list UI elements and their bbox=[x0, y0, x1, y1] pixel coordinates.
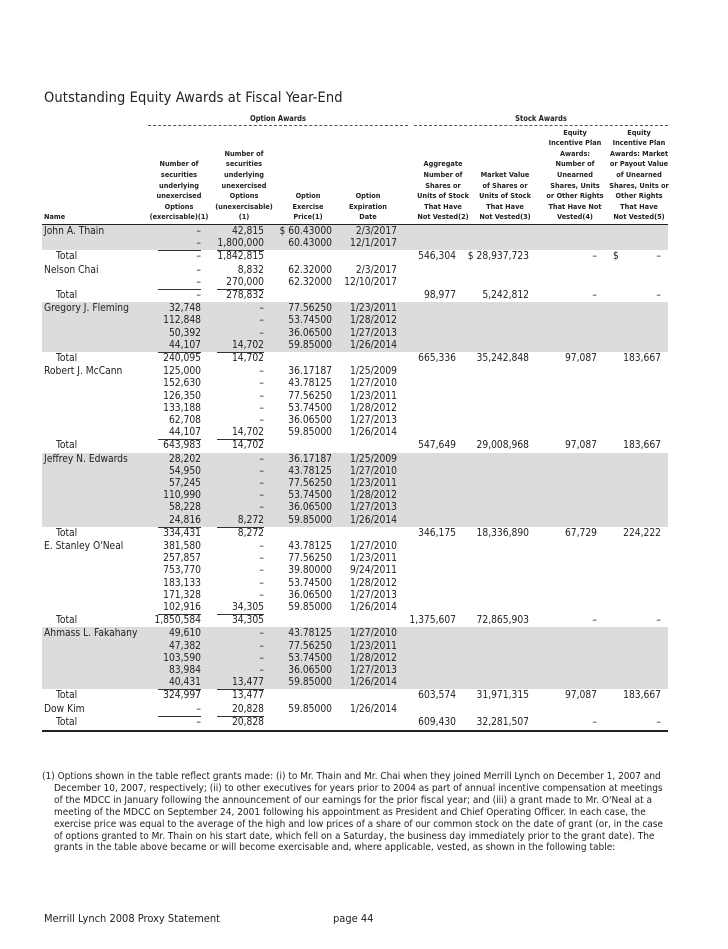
aggregate-unvested-shares: 609,430 bbox=[418, 716, 456, 728]
total-label: Total bbox=[56, 716, 78, 728]
exercise-price: 36.06500 bbox=[288, 327, 332, 339]
unexercisable-options: – bbox=[259, 628, 264, 640]
column-header-line: Incentive Plan bbox=[548, 138, 602, 148]
exercise-price: 36.06500 bbox=[288, 589, 332, 601]
expiration-date: 9/24/2011 bbox=[350, 565, 397, 577]
column-header-line: Shares, Units bbox=[550, 180, 600, 190]
exercise-price: 62.32000 bbox=[288, 276, 332, 288]
total-unexercisable: 20,828 bbox=[231, 716, 264, 728]
equity-incentive-unearned-shares: – bbox=[592, 251, 597, 263]
expiration-date: 1/27/2013 bbox=[350, 502, 397, 514]
equity-incentive-payout-value: 183,667 bbox=[623, 353, 661, 364]
exercisable-options: 126,350 bbox=[163, 390, 201, 402]
unexercisable-options: 13,477 bbox=[231, 677, 264, 689]
column-header-line: Exercise bbox=[292, 201, 324, 211]
column-header-line: Awards: bbox=[559, 148, 591, 158]
unexercisable-options: – bbox=[259, 303, 264, 315]
exercisable-options: 183,133 bbox=[163, 577, 201, 589]
expiration-date: 1/26/2014 bbox=[350, 514, 397, 526]
table-bottom-rule bbox=[42, 730, 668, 732]
exercise-price: 36.06500 bbox=[288, 665, 332, 676]
exercise-price: 36.06500 bbox=[288, 415, 332, 426]
equity-incentive-unearned-shares: 97,087 bbox=[564, 440, 597, 452]
exercisable-options: 57,245 bbox=[168, 478, 201, 489]
expiration-date: 1/28/2012 bbox=[350, 402, 397, 414]
unexercisable-options: – bbox=[259, 589, 264, 601]
market-value-unvested: 35,242,848 bbox=[476, 353, 529, 364]
unexercisable-options: – bbox=[259, 327, 264, 339]
column-header bbox=[44, 126, 144, 223]
expiration-date: 12/1/2017 bbox=[350, 238, 397, 250]
exercise-price: 60.43000 bbox=[288, 238, 332, 250]
column-header-line: underlying bbox=[159, 180, 199, 190]
column-header-line: Not Vested(3) bbox=[479, 212, 531, 222]
expiration-date: 1/27/2010 bbox=[350, 628, 397, 640]
exercisable-options: 44,107 bbox=[168, 339, 201, 351]
total-label: Total bbox=[56, 353, 78, 364]
exercise-price: 53.74500 bbox=[288, 315, 332, 327]
total-label: Total bbox=[56, 615, 78, 627]
expiration-date: 1/26/2014 bbox=[350, 339, 397, 351]
option-awards-group-header: Option Awards bbox=[148, 114, 408, 126]
aggregate-unvested-shares: 547,649 bbox=[418, 440, 456, 452]
column-header bbox=[474, 126, 536, 223]
market-value-unvested: 5,242,812 bbox=[482, 290, 529, 301]
column-header-line: Other Rights bbox=[615, 191, 663, 201]
column-header-line: Not Vested(2) bbox=[417, 212, 469, 222]
unexercisable-options: – bbox=[259, 415, 264, 426]
exercisable-options: 112,848 bbox=[163, 315, 201, 327]
unexercisable-options: 42,815 bbox=[231, 226, 264, 237]
exercisable-options: 171,328 bbox=[163, 589, 201, 601]
unexercisable-options: – bbox=[259, 541, 264, 552]
expiration-date: 1/27/2013 bbox=[350, 415, 397, 426]
exercise-price: 59.85000 bbox=[288, 677, 332, 689]
equity-incentive-unearned-shares: 67,729 bbox=[564, 527, 597, 539]
exercise-price: 53.74500 bbox=[288, 577, 332, 589]
column-header-line: of Unearned bbox=[616, 170, 662, 180]
expiration-date: 1/25/2009 bbox=[350, 453, 397, 465]
unexercisable-options: – bbox=[259, 502, 264, 514]
exercise-price: 77.56250 bbox=[288, 478, 332, 489]
unexercisable-options: – bbox=[259, 577, 264, 589]
executive-name: Jeffrey N. Edwards bbox=[44, 453, 128, 465]
exercisable-options: – bbox=[196, 226, 201, 237]
equity-incentive-unearned-shares: 97,087 bbox=[564, 690, 597, 702]
unexercisable-options: – bbox=[259, 652, 264, 664]
expiration-date: 12/10/2017 bbox=[344, 276, 397, 288]
exercise-price: 43.78125 bbox=[288, 541, 332, 552]
total-unexercisable: 14,702 bbox=[231, 440, 264, 452]
equity-incentive-payout-value: 224,222 bbox=[623, 527, 661, 539]
column-header bbox=[210, 126, 278, 223]
market-value-unvested: $ 28,937,723 bbox=[467, 251, 529, 263]
exercisable-options: – bbox=[196, 238, 201, 250]
expiration-date: 1/27/2013 bbox=[350, 589, 397, 601]
unexercisable-options: – bbox=[259, 553, 264, 565]
column-header-line: Units of Stock bbox=[479, 191, 531, 201]
expiration-date: 1/27/2010 bbox=[350, 541, 397, 552]
expiration-date: 1/26/2014 bbox=[350, 703, 397, 715]
subtotal-underline bbox=[158, 716, 201, 717]
column-header bbox=[148, 126, 210, 223]
expiration-date: 1/23/2011 bbox=[350, 390, 397, 402]
unexercisable-options: – bbox=[259, 366, 264, 378]
column-header-line: unexercised bbox=[156, 191, 202, 201]
executive-name: E. Stanley O'Neal bbox=[44, 541, 124, 552]
total-label: Total bbox=[56, 290, 78, 301]
column-header-line: securities bbox=[225, 159, 263, 169]
column-header-line: That Have bbox=[424, 201, 462, 211]
total-unexercisable: 8,272 bbox=[237, 527, 264, 539]
column-header-line: (exercisable)(1) bbox=[149, 212, 209, 222]
exercisable-options: 40,431 bbox=[168, 677, 201, 689]
exercise-price: 36.17187 bbox=[288, 366, 332, 378]
executive-name: Robert J. McCann bbox=[44, 366, 123, 378]
column-header-line: That Have bbox=[486, 201, 524, 211]
market-value-unvested: 72,865,903 bbox=[476, 615, 529, 627]
total-unexercisable: 13,477 bbox=[231, 690, 264, 702]
equity-incentive-unearned-shares: – bbox=[592, 615, 597, 627]
exercisable-options: 54,950 bbox=[168, 465, 201, 477]
exercisable-options: 152,630 bbox=[163, 378, 201, 390]
column-header-line: Vested(4) bbox=[557, 212, 593, 222]
total-unexercisable: 1,842,815 bbox=[217, 251, 264, 263]
unexercisable-options: – bbox=[259, 565, 264, 577]
aggregate-unvested-shares: 346,175 bbox=[418, 527, 456, 539]
subtotal-underline bbox=[158, 250, 201, 251]
column-header-line: or Other Rights bbox=[546, 191, 604, 201]
column-header-line: Equity bbox=[627, 127, 651, 137]
equity-incentive-payout-value: – bbox=[656, 290, 661, 301]
total-exercisable: 240,095 bbox=[163, 353, 201, 364]
expiration-date: 1/26/2014 bbox=[350, 427, 397, 439]
expiration-date: 1/26/2014 bbox=[350, 602, 397, 613]
expiration-date: 1/27/2013 bbox=[350, 665, 397, 676]
exercisable-options: 24,816 bbox=[168, 514, 201, 526]
exercisable-options: 62,708 bbox=[168, 415, 201, 426]
exercisable-options: 125,000 bbox=[163, 366, 201, 378]
equity-incentive-unearned-shares: 97,087 bbox=[564, 353, 597, 364]
exercise-price: 59.85000 bbox=[288, 703, 332, 715]
executive-name: Nelson Chai bbox=[44, 264, 99, 276]
exercise-price: 53.74500 bbox=[288, 652, 332, 664]
unexercisable-options: – bbox=[259, 490, 264, 502]
column-header-line: Expiration bbox=[349, 201, 387, 211]
exercisable-options: 110,990 bbox=[163, 490, 201, 502]
exercisable-options: – bbox=[196, 276, 201, 288]
unexercisable-options: 8,832 bbox=[237, 264, 264, 276]
expiration-date: 1/27/2010 bbox=[350, 378, 397, 390]
footer-document-title: Merrill Lynch 2008 Proxy Statement bbox=[44, 912, 221, 925]
column-header-line: (unexercisable)(1) bbox=[215, 201, 273, 222]
column-header-line: Unearned bbox=[557, 170, 593, 180]
total-exercisable: 643,983 bbox=[163, 440, 201, 452]
column-header bbox=[540, 126, 610, 223]
aggregate-unvested-shares: 1,375,607 bbox=[409, 615, 456, 627]
executive-name: Dow Kim bbox=[44, 703, 85, 715]
total-label: Total bbox=[56, 440, 78, 452]
expiration-date: 2/3/2017 bbox=[355, 264, 397, 276]
exercise-price: 59.85000 bbox=[288, 602, 332, 613]
exercisable-options: 47,382 bbox=[168, 640, 201, 652]
exercise-price: 43.78125 bbox=[288, 378, 332, 390]
total-label: Total bbox=[56, 690, 78, 702]
market-value-unvested: 31,971,315 bbox=[476, 690, 529, 702]
exercisable-options: – bbox=[196, 264, 201, 276]
exercise-price: 59.85000 bbox=[288, 514, 332, 526]
exercisable-options: 28,202 bbox=[168, 453, 201, 465]
expiration-date: 1/27/2013 bbox=[350, 327, 397, 339]
exercise-price: $ 60.43000 bbox=[279, 226, 332, 237]
column-header-line: of Shares or bbox=[482, 180, 528, 190]
exercise-price: 53.74500 bbox=[288, 490, 332, 502]
column-header-line: underlying bbox=[224, 170, 264, 180]
exercisable-options: 44,107 bbox=[168, 427, 201, 439]
unexercisable-options: 1,800,000 bbox=[217, 238, 264, 250]
unexercisable-options: – bbox=[259, 465, 264, 477]
stock-awards-group-header: Stock Awards bbox=[414, 114, 668, 126]
unexercisable-options: – bbox=[259, 453, 264, 465]
unexercisable-options: – bbox=[259, 640, 264, 652]
column-header-line: or Payout Value bbox=[609, 159, 669, 169]
column-header-line: Not Vested(5) bbox=[613, 212, 665, 222]
exercise-price: 36.06500 bbox=[288, 502, 332, 514]
equity-incentive-payout-value: 183,667 bbox=[623, 440, 661, 452]
unexercisable-options: 14,702 bbox=[231, 427, 264, 439]
total-label: Total bbox=[56, 527, 78, 539]
unexercisable-options: – bbox=[259, 378, 264, 390]
executive-name: Ahmass L. Fakahany bbox=[44, 628, 138, 640]
column-header-line: Option bbox=[355, 191, 381, 201]
column-header-line: Options bbox=[164, 201, 194, 211]
expiration-date: 1/23/2011 bbox=[350, 478, 397, 489]
expiration-date: 1/23/2011 bbox=[350, 640, 397, 652]
expiration-date: 1/28/2012 bbox=[350, 490, 397, 502]
exercise-price: 36.17187 bbox=[288, 453, 332, 465]
total-exercisable: – bbox=[196, 251, 201, 263]
unexercisable-options: – bbox=[259, 402, 264, 414]
exercisable-options: – bbox=[196, 703, 201, 715]
market-value-unvested: 29,008,968 bbox=[476, 440, 529, 452]
column-header-line: That Have bbox=[620, 201, 658, 211]
aggregate-unvested-shares: 665,336 bbox=[418, 353, 456, 364]
market-value-unvested: 18,336,890 bbox=[476, 527, 529, 539]
total-exercisable: – bbox=[196, 716, 201, 728]
column-header-line: Number of bbox=[159, 159, 199, 169]
exercisable-options: 58,228 bbox=[168, 502, 201, 514]
unexercisable-options: 14,702 bbox=[231, 339, 264, 351]
column-header-line: Name bbox=[44, 212, 66, 222]
total-exercisable: 1,850,584 bbox=[154, 615, 201, 627]
column-header bbox=[608, 126, 670, 223]
exercisable-options: 102,916 bbox=[163, 602, 201, 613]
executive-name: Gregory J. Fleming bbox=[44, 303, 129, 315]
total-exercisable: 324,997 bbox=[163, 690, 201, 702]
column-header-line: Shares or bbox=[425, 180, 461, 190]
column-header-line: Price(1) bbox=[293, 212, 323, 222]
expiration-date: 1/23/2011 bbox=[350, 303, 397, 315]
aggregate-unvested-shares: 546,304 bbox=[418, 251, 456, 263]
column-header-line: Number of bbox=[224, 148, 264, 158]
subtotal-underline bbox=[158, 289, 201, 290]
unexercisable-options: – bbox=[259, 478, 264, 489]
unexercisable-options: 34,305 bbox=[231, 602, 264, 613]
column-header bbox=[336, 126, 400, 223]
unexercisable-options: 270,000 bbox=[226, 276, 264, 288]
exercisable-options: 103,590 bbox=[163, 652, 201, 664]
column-header-line: Incentive Plan bbox=[612, 138, 666, 148]
page-title: Outstanding Equity Awards at Fiscal Year-End bbox=[44, 90, 343, 106]
expiration-date: 1/25/2009 bbox=[350, 366, 397, 378]
exercise-price: 43.78125 bbox=[288, 628, 332, 640]
unexercisable-options: – bbox=[259, 665, 264, 676]
total-unexercisable: 278,832 bbox=[226, 290, 264, 301]
column-header-line: Aggregate bbox=[423, 159, 463, 169]
expiration-date: 1/26/2014 bbox=[350, 677, 397, 689]
expiration-date: 1/28/2012 bbox=[350, 315, 397, 327]
footer-page-number: page 44 bbox=[333, 912, 374, 925]
exercisable-options: 381,580 bbox=[163, 541, 201, 552]
total-unexercisable: 34,305 bbox=[231, 615, 264, 627]
aggregate-unvested-shares: 603,574 bbox=[418, 690, 456, 702]
exercise-price: 59.85000 bbox=[288, 427, 332, 439]
exercise-price: 43.78125 bbox=[288, 465, 332, 477]
column-header-line: Number of bbox=[423, 170, 463, 180]
expiration-date: 2/3/2017 bbox=[355, 226, 397, 237]
column-header-line: Units of Stock bbox=[417, 191, 469, 201]
exercise-price: 59.85000 bbox=[288, 339, 332, 351]
aggregate-unvested-shares: 98,977 bbox=[423, 290, 456, 301]
unexercisable-options: 20,828 bbox=[231, 703, 264, 715]
exercisable-options: 257,857 bbox=[163, 553, 201, 565]
exercisable-options: 32,748 bbox=[168, 303, 201, 315]
exercise-price: 77.56250 bbox=[288, 303, 332, 315]
exercisable-options: 50,392 bbox=[168, 327, 201, 339]
exercise-price: 77.56250 bbox=[288, 640, 332, 652]
equity-incentive-payout-value: – bbox=[656, 716, 661, 728]
dollar-sign: $ bbox=[613, 251, 619, 263]
expiration-date: 1/28/2012 bbox=[350, 652, 397, 664]
equity-incentive-unearned-shares: – bbox=[592, 716, 597, 728]
exercisable-options: 753,770 bbox=[163, 565, 201, 577]
executive-name: John A. Thain bbox=[44, 226, 105, 237]
equity-incentive-payout-value: – bbox=[656, 615, 661, 627]
column-header-line: Equity bbox=[563, 127, 587, 137]
unexercisable-options: – bbox=[259, 390, 264, 402]
column-header-line: Number of bbox=[555, 159, 595, 169]
exercisable-options: 83,984 bbox=[168, 665, 201, 676]
total-label: Total bbox=[56, 251, 78, 263]
exercise-price: 39.80000 bbox=[288, 565, 332, 577]
column-header bbox=[414, 126, 472, 223]
market-value-unvested: 32,281,507 bbox=[476, 716, 529, 728]
expiration-date: 1/23/2011 bbox=[350, 553, 397, 565]
column-header-line: securities bbox=[160, 170, 198, 180]
column-header-line: Awards: Market bbox=[609, 148, 669, 158]
column-header-line: Market Value bbox=[480, 170, 530, 180]
column-header-line: That Have Not bbox=[548, 201, 602, 211]
expiration-date: 1/27/2010 bbox=[350, 465, 397, 477]
column-header bbox=[283, 126, 333, 223]
exercisable-options: 133,188 bbox=[163, 402, 201, 414]
column-header-line: Options bbox=[229, 191, 259, 201]
column-header-line: Shares, Units or bbox=[609, 180, 669, 190]
exercise-price: 77.56250 bbox=[288, 553, 332, 565]
exercise-price: 53.74500 bbox=[288, 402, 332, 414]
exercise-price: 77.56250 bbox=[288, 390, 332, 402]
exercise-price: 62.32000 bbox=[288, 264, 332, 276]
column-header-line: unexercised bbox=[221, 180, 267, 190]
column-header-line: Option bbox=[295, 191, 321, 201]
equity-incentive-payout-value: – bbox=[656, 251, 661, 263]
total-unexercisable: 14,702 bbox=[231, 353, 264, 364]
column-header-line: Date bbox=[359, 212, 377, 222]
equity-incentive-payout-value: 183,667 bbox=[623, 690, 661, 702]
exercisable-options: 49,610 bbox=[168, 628, 201, 640]
expiration-date: 1/28/2012 bbox=[350, 577, 397, 589]
total-exercisable: 334,431 bbox=[163, 527, 201, 539]
total-exercisable: – bbox=[196, 290, 201, 301]
equity-incentive-unearned-shares: – bbox=[592, 290, 597, 301]
footnote: (1) Options shown in the table reflect grants made: (i) to Mr. Thain and Mr. Chai when they joined Merrill Lynch on December 1, 2007 and December 10, 2007, respectively; (ii) to other executives for years prior to 2004 as part of annual incentive compensation at meetings of the MDCC in January following the announcement of our earnings for the prior fiscal year; and (iii) a grant made to Mr. O'Neal at a meeting of the MDCC on September 24, 2001 following his appointment as President and Chief Operating Officer. In each case, the exercise price was equal to the average of the high and low prices of a share of our common stock on the date of grant (or, in the case of options granted to Mr. Thain on his start date, which fell on a Saturday, the business day immediately prior to the grant date). The grants in the table above became or will become exercisable and, where applicable, vested, as shown in the following table: bbox=[42, 771, 664, 854]
unexercisable-options: – bbox=[259, 315, 264, 327]
unexercisable-options: 8,272 bbox=[237, 514, 264, 526]
